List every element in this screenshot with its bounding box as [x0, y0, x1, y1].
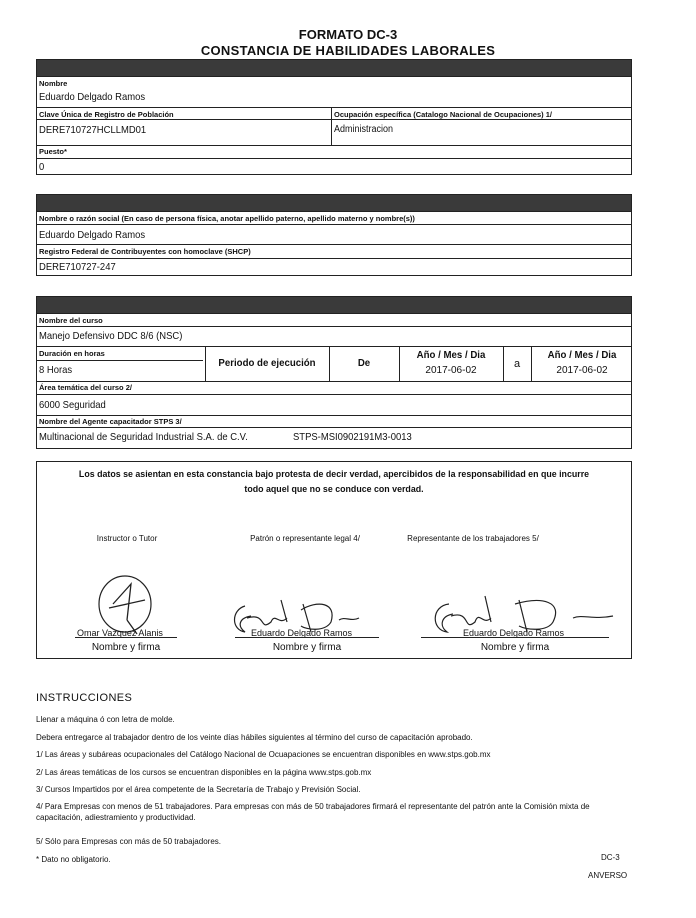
area-tematica-label: Área temática del curso 2/: [39, 383, 132, 392]
duracion-value: 8 Horas: [39, 364, 73, 376]
nombre-value: Eduardo Delgado Ramos: [39, 91, 146, 103]
curp-label: Clave Única de Registro de Población: [39, 110, 174, 119]
footer-side: ANVERSO: [588, 871, 628, 880]
agente-label: Nombre del Agente capacitador STPS 3/: [39, 417, 182, 426]
fecha-inicio-format: Año / Mes / Dia: [416, 349, 486, 361]
instruction-item: * Dato no obligatorio.: [36, 855, 111, 864]
rfc-value: DERE710727-247: [39, 261, 116, 273]
trabajadores-name: Eduardo Delgado Ramos: [463, 628, 565, 638]
trabajadores-role: Representante de los trabajadores 5/: [407, 534, 539, 543]
agente-value: Multinacional de Seguridad Industrial S.A. de C.V.: [39, 431, 248, 443]
puesto-value: 0: [39, 161, 45, 173]
agente-registro: STPS-MSI0902191M3-0013: [293, 431, 412, 443]
instructor-signature-icon: [91, 570, 171, 636]
duracion-label: Duración en horas: [39, 349, 105, 358]
razon-social-value: Eduardo Delgado Ramos: [39, 229, 146, 241]
instructor-name: Omar Vazquez Alanis: [77, 628, 163, 638]
instruction-item: 5/ Sólo para Empresas con más de 50 trabajadores.: [36, 837, 221, 846]
instructor-role: Instructor o Tutor: [96, 534, 158, 543]
instruction-item: 1/ Las áreas y subáreas ocupacionales del Catálogo Nacional de Ocuapaciones se encuentran disponibles en www.stps.gob.mx: [36, 750, 491, 759]
patron-firma-label: Nombre y firma: [272, 642, 342, 653]
instruction-item: 3/ Cursos Impartidos por el área competente de la Secretaría de Trabajo y Previsión Social.: [36, 785, 361, 794]
patron-role: Patrón o representante legal 4/: [250, 534, 360, 543]
nombre-label: Nombre: [39, 79, 68, 88]
trabajadores-firma-label: Nombre y firma: [480, 642, 550, 653]
instruction-item: 2/ Las áreas temáticas de los cursos se encuentran disponibles en la página www.stps.gob.mx: [36, 768, 372, 777]
razon-social-label: Nombre o razón social (En caso de persona física, anotar apellido paterno, apellido materno y nombre(s)): [39, 214, 415, 223]
periodo-label: Periodo de ejecución: [218, 357, 316, 369]
a-label: a: [513, 358, 521, 370]
curp-value: DERE710727HCLLMD01: [39, 124, 147, 136]
signature-section: [36, 461, 632, 659]
instruction-item: Debera entregarce al trabajador dentro de los veinte días hábiles siguientes al término del curso de capacitación aprobado.: [36, 733, 473, 742]
patron-name: Eduardo Delgado Ramos: [251, 628, 353, 638]
fecha-fin-value: 2017-06-02: [556, 365, 608, 376]
form-title: FORMATO DC-3: [298, 27, 398, 42]
course-section: [36, 296, 632, 449]
ocupacion-value: Administracion: [334, 124, 394, 135]
de-label: De: [357, 357, 371, 369]
declaracion-text: Los datos se asientan en esta constancia bajo protesta de decir verdad, apercibidos de la responsabilidad en que incurre todo aquel que no se conduce con verdad.: [78, 469, 590, 495]
curso-value: Manejo Defensivo DDC 8/6 (NSC): [39, 330, 183, 342]
instruction-item: 4/ Para Empresas con menos de 51 trabajadores. Para empresas con más de 50 trabajadores firmará el representante del patrón ante la Comisión mixta de capacitación, adiestramiento y productividad.: [36, 802, 590, 822]
instructions-title: INSTRUCCIONES: [36, 692, 133, 704]
rfc-label: Registro Federal de Contribuyentes con homoclave (SHCP): [39, 247, 251, 256]
fecha-fin-format: Año / Mes / Dia: [547, 349, 617, 361]
form-subtitle: CONSTANCIA DE HABILIDADES LABORALES: [200, 43, 496, 58]
company-section: [36, 194, 632, 276]
puesto-label: Puesto*: [39, 147, 67, 156]
instruction-item: Llenar a máquina ó con letra de molde.: [36, 715, 175, 724]
curso-label: Nombre del curso: [39, 316, 103, 325]
worker-section: [36, 59, 632, 175]
instructor-firma-label: Nombre y firma: [91, 642, 161, 653]
fecha-inicio-value: 2017-06-02: [425, 365, 477, 376]
section-header-bar: [37, 60, 631, 76]
footer-code: DC-3: [601, 853, 620, 862]
section-header-bar: [37, 297, 631, 313]
area-tematica-value: 6000 Seguridad: [39, 399, 106, 411]
ocupacion-label: Ocupación específica (Catalogo Nacional de Ocupaciones) 1/: [334, 110, 552, 119]
section-header-bar: [37, 195, 631, 211]
